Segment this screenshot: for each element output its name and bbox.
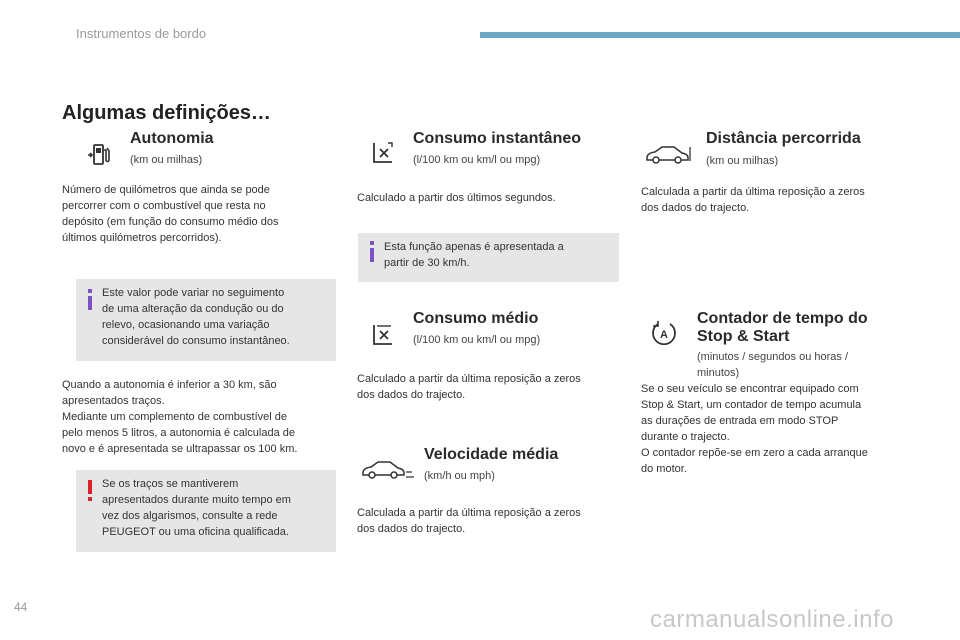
autonomia-title: Autonomia	[130, 130, 214, 147]
distancia-percorrida-unit: (km ou milhas)	[706, 155, 779, 167]
page-heading: Algumas definições…	[62, 102, 271, 124]
autonomia-description: Número de quilómetros que ainda se pode percorrer com o combustível que resta no depósito (em função do consumo médio dos últimos quilómetros percorridos).	[62, 184, 279, 244]
average-consumption-icon	[370, 322, 396, 348]
velocidade-media-unit: (km/h ou mph)	[424, 470, 495, 482]
info-note-consumo: Esta função apenas é apresentada a partir de 30 km/h.	[358, 233, 619, 282]
autonomia-unit: (km ou milhas)	[130, 154, 203, 166]
running-header: Instrumentos de bordo	[76, 26, 207, 41]
car-speed-icon	[360, 458, 416, 480]
consumo-medio-unit: (l/100 km ou km/l ou mpg)	[413, 334, 541, 346]
consumo-instantaneo-unit: (l/100 km ou km/l ou mpg)	[413, 154, 541, 166]
distancia-percorrida-description: Calculada a partir da última reposição a zeros dos dados do trajecto.	[641, 186, 865, 214]
fuel-pump-icon	[86, 142, 112, 168]
page-number: 44	[14, 600, 28, 614]
distancia-percorrida-title: Distância percorrida	[706, 130, 861, 147]
consumo-instantaneo-description: Calculado a partir dos últimos segundos.	[357, 192, 556, 204]
consumo-medio-title: Consumo médio	[413, 310, 539, 327]
warning-note-autonomia: Se os traços se mantiverem apresentados durante muito tempo em vez dos algarismos, consulte a rede PEUGEOT ou uma oficina qualificada.	[76, 470, 336, 552]
contador-description: Se o seu veículo se encontrar equipado com Stop & Start, um contador de tempo acumula as durações de entrada em modo STOP durante o trajecto. O contador repõe-se em zero a cada arranque do motor.	[641, 383, 868, 475]
velocidade-media-title: Velocidade média	[424, 446, 559, 463]
header-accent-bar	[480, 32, 960, 38]
contador-title: Contador de tempo do Stop & Start	[697, 310, 868, 345]
contador-unit: (minutos / segundos ou horas / minutos)	[697, 351, 849, 379]
velocidade-media-description: Calculada a partir da última reposição a zeros dos dados do trajecto.	[357, 507, 581, 535]
stop-start-icon	[650, 319, 678, 347]
stop-start-letter: A	[660, 329, 668, 341]
consumo-instantaneo-title: Consumo instantâneo	[413, 130, 582, 147]
info-note-autonomia: Este valor pode variar no seguimento de uma alteração da condução ou do relevo, ocasionando uma variação considerável do consumo instantâneo.	[76, 279, 336, 361]
car-distance-icon	[644, 143, 696, 165]
autonomia-details: Quando a autonomia é inferior a 30 km, são apresentados traços. Mediante um complemento de combustível de pelo menos 5 litros, a autonomia é calculada de novo e é apresentada se ultrapassar os 100 km.	[62, 379, 298, 455]
watermark: carmanualsonline.info	[650, 606, 894, 633]
consumo-medio-description: Calculado a partir da última reposição a zeros dos dados do trajecto.	[357, 373, 581, 401]
instant-consumption-icon	[370, 140, 396, 166]
